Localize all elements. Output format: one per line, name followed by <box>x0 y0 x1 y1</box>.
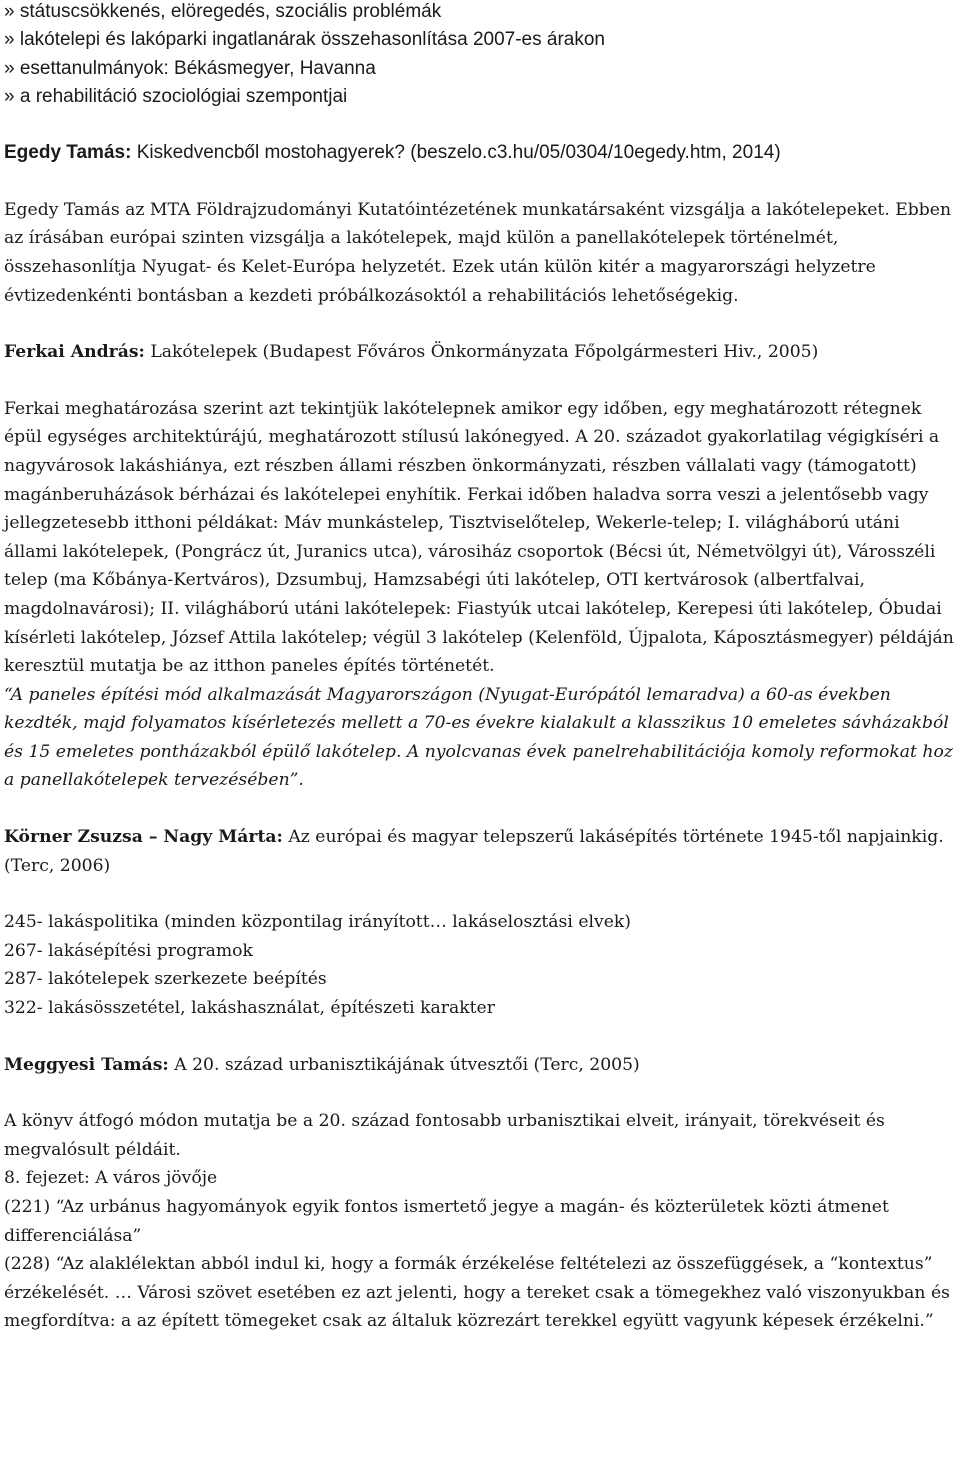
topic-list <box>4 0 956 111</box>
list-item: 267- lakásépítési programok <box>4 940 253 961</box>
egedy-reference <box>4 139 956 168</box>
meggyesi-citation: A 20. század urbanisztikájának útvesztői (Terc, 2005) <box>168 1054 640 1075</box>
korner-author: Körner Zsuzsa – Nagy Márta: <box>4 827 283 848</box>
meggyesi-quote-228: (228) “Az alaklélektan abból indul ki, hogy a formák érzékelése feltételezi az összefüggések, a “kontextus” érzékelését. … Városi szövet esetében ez azt jelenti, hogy a tereket csak a tömegekhez való viszonyukban és megfordítva: a az épített tömegeket csak az általuk közrezárt terekkel együtt vagyunk képesek érzékelni.” <box>4 1254 950 1332</box>
korner-citation: Az európai és magyar telepszerű lakásépítés története 1945-től napjainkig. (Terc, 2006) <box>4 827 944 876</box>
ferkai-body: Ferkai meghatározása szerint azt tekintjük lakótelepnek amikor egy időben, egy meghatározott rétegnek épül egységes architektúrájú, meghatározott stílusú lakónegyed. A 20. századot gyakorlatilag végigkíséri a nagyvárosok lakáshiánya, ezt részben állami részben önkormányzati, részben vállalati vagy (támogatott) magánberuházások bérházai és lakótelepei enyhítik. Ferkai időben haladva sorra veszi a jelentősebb vagy jellegzetesebb itthoni példákat: Máv munkástelep, Tisztviselőtelep, Wekerle-telep; I. világháború utáni állami lakótelepek, (Pongrácz út, Juranics utca), városiház csoportok (Bécsi út, Németvölgyi út), Városszéli telep (ma Kőbánya-Kertváros), Dzsumbuj, Hamzsabégi úti lakótelep, OTI kertvárosok (albertfalvai, magdolnavárosi); II. világháború utáni lakótelepek: Fiastyúk utcai lakótelep, Kerepesi úti lakótelep, Óbudai kísérleti lakótelep, József Attila lakótelep; végül 3 lakótelep (Kelenföld, Újpalota, Káposztásmegyer) példáján keresztül mutatja be az itthon paneles építés történetét. <box>4 398 954 677</box>
meggyesi-quote-221: (221) “Az urbánus hagyományok egyik fontos ismertető jegye a magán- és közterületek közti átmenet differenciálása” <box>4 1197 889 1246</box>
ferkai-quote: “A paneles építési mód alkalmazását Magyarországon (Nyugat-Európától lemaradva) a 60-as években kezdték, majd folyamatos kísérletezés mellett a 70-es évekre kialakult a klasszikus 10 emeletes sávházakból és 15 emeletes pontházakból épülő lakótelep. A nyolcvanas évek panelrehabilitációja komoly reformokat hoz a panellakótelepek tervezésében”. <box>4 684 953 791</box>
list-item: » a rehabilitáció szociológiai szempontjai <box>4 85 348 107</box>
ferkai-reference <box>4 338 956 367</box>
egedy-author: Egedy Tamás: <box>4 142 132 164</box>
list-item: » esettanulmányok: Békásmegyer, Havanna <box>4 57 376 79</box>
ferkai-author: Ferkai András: <box>4 342 145 363</box>
list-item: 287- lakótelepek szerkezete beépítés <box>4 969 327 990</box>
list-item: » lakótelepi és lakóparki ingatlanárak összehasonlítása 2007-es árakon <box>4 29 605 51</box>
ferkai-citation: Lakótelepek (Budapest Főváros Önkormányzata Főpolgármesteri Hiv., 2005) <box>144 342 819 363</box>
list-item: » státuscsökkenés, elöregedés, szociális problémák <box>4 1 442 22</box>
egedy-citation: Kiskedvencből mostohagyerek? (beszelo.c3.hu/05/0304/10egedy.htm, 2014) <box>131 142 781 164</box>
list-item: 245- lakáspolitika (minden központilag irányított… lakáselosztási elvek) <box>4 912 631 933</box>
egedy-body: Egedy Tamás az MTA Földrajzudományi Kutatóintézetének munkatársaként vizsgálja a lakótelepeket. Ebben az írásában európai szinten vizsgálja a lakótelepek, majd külön a panellakótelepek történelmét, összehasonlítja Nyugat- és Kelet-Európa helyzetét. Ezek után külön kitér a magyarországi helyzetre évtizedenkénti bontásban a kezdeti próbálkozásoktól a rehabilitációs lehetőségekig. <box>4 199 952 306</box>
korner-reference <box>4 823 956 880</box>
meggyesi-author: Meggyesi Tamás: <box>4 1054 169 1075</box>
list-item: 322- lakásösszetétel, lakáshasználat, építészeti karakter <box>4 998 495 1019</box>
meggyesi-body: A könyv átfogó módon mutatja be a 20. század fontosabb urbanisztikai elveit, irányait, törekvéseit és megvalósult példáit. <box>4 1111 885 1160</box>
meggyesi-chapter: 8. fejezet: A város jövője <box>4 1168 218 1189</box>
meggyesi-reference <box>4 1051 956 1080</box>
korner-chapter-list <box>4 908 956 1022</box>
